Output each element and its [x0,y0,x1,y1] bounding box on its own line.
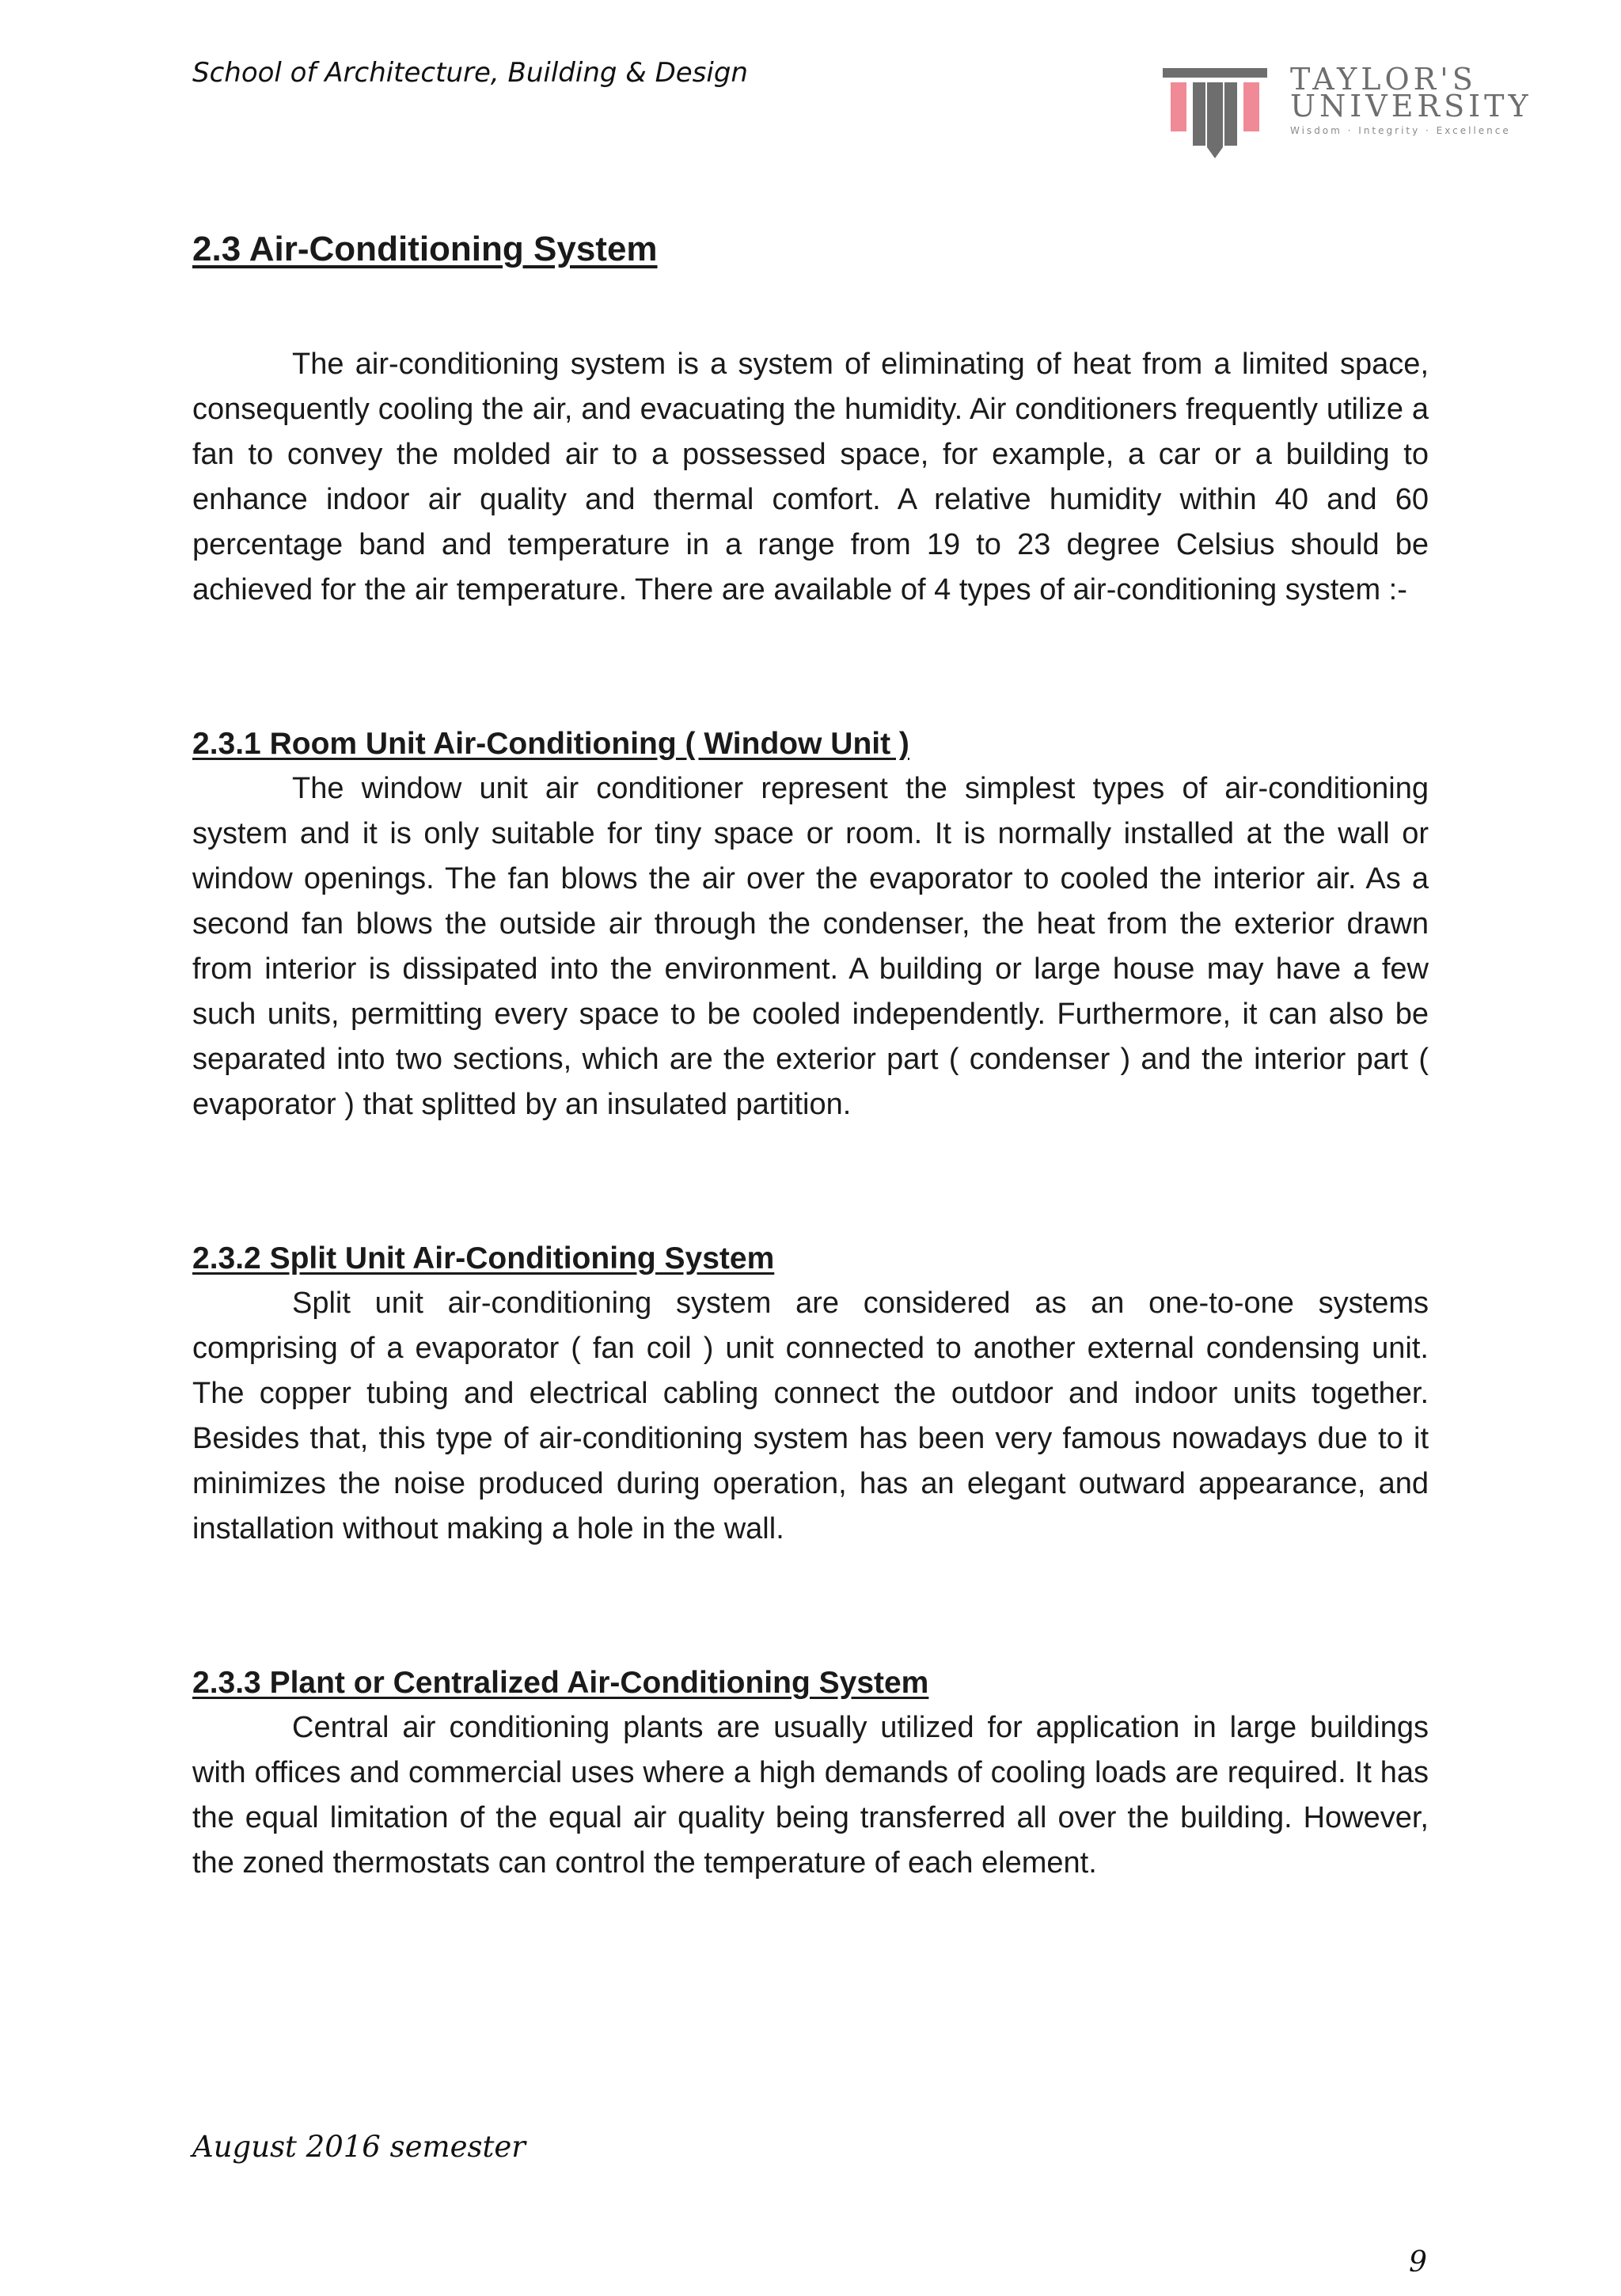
logo-line-2: UNIVERSITY [1290,89,1532,124]
subsection-text-split-unit: Split unit air-conditioning system are considered as an one-to-one systems comprising of a evaporator ( fan coil ) unit connected to another external condensing unit. The copper tubing and electrical cabling connect the outdoor and indoor units together. Besides that, this type of air-conditioning system has been very famous nowadays due to it minimizes the noise produced during operation, has an elegant outward appearance, and installation without making a hole in the wall. [192,1287,1429,1545]
school-name: School of Architecture, Building & Design [192,57,748,89]
taylors-university-crest-icon [1160,62,1270,161]
footer-semester: August 2016 semester [192,2130,526,2164]
spacer [192,613,1429,721]
subsection-text-window-unit: The window unit air conditioner represent the simplest types of air-conditioning system and it is only suitable for tiny space or room. It is normally installed at the wall or window openings. The fan blows the air over the evaporator to cooled the interior air. As a second fan blows the outside air through the condenser, the heat from the exterior drawn from interior is dissipated into the environment. A building or large house may have a few such units, permitting every space to be cooled independently. Furthermore, it can also be separated into two sections, which are the exterior part ( condenser ) and the interior part ( evaporator ) that splitted by an insulated partition. [192,772,1429,1121]
subsection-title-centralized: 2.3.3 Plant or Centralized Air-Conditioning System [192,1666,929,1700]
logo-line-1: TAYLOR'S [1290,62,1477,97]
page-number: 9 [1409,2246,1427,2279]
main-content [192,230,1429,1886]
intro-paragraph: The air-conditioning system is a system of eliminating of heat from a limited space, consequently cooling the air, and evacuating the humidity. Air conditioners frequently utilize a fan to convey the molded air to a possessed space, for example, a car or a building to enhance indoor air quality and thermal comfort. A relative humidity within 40 and 60 percentage band and temperature in a range from 19 to 23 degree Celsius should be achieved for the air temperature. There are available of 4 types of air-conditioning system :- [192,348,1429,606]
subsection-title-split-unit: 2.3.2 Split Unit Air-Conditioning System [192,1241,775,1275]
university-logo [1160,62,1532,161]
logo-tagline: Wisdom · Integrity · Excellence [1290,125,1511,136]
spacer [192,269,1429,342]
subsection-text-centralized: Central air conditioning plants are usually utilized for application in large buildings with offices and commercial uses where a high demands of cooling loads are required. It has the equal limitation of the equal air quality being transferred all over the building. However, the zoned thermostats can control the temperature of each element. [192,1711,1429,1880]
spacer [192,1552,1429,1660]
section-title: 2.3 Air-Conditioning System [192,230,658,268]
spacer [192,1127,1429,1236]
subsection-title-window-unit: 2.3.1 Room Unit Air-Conditioning ( Window Unit ) [192,727,909,761]
